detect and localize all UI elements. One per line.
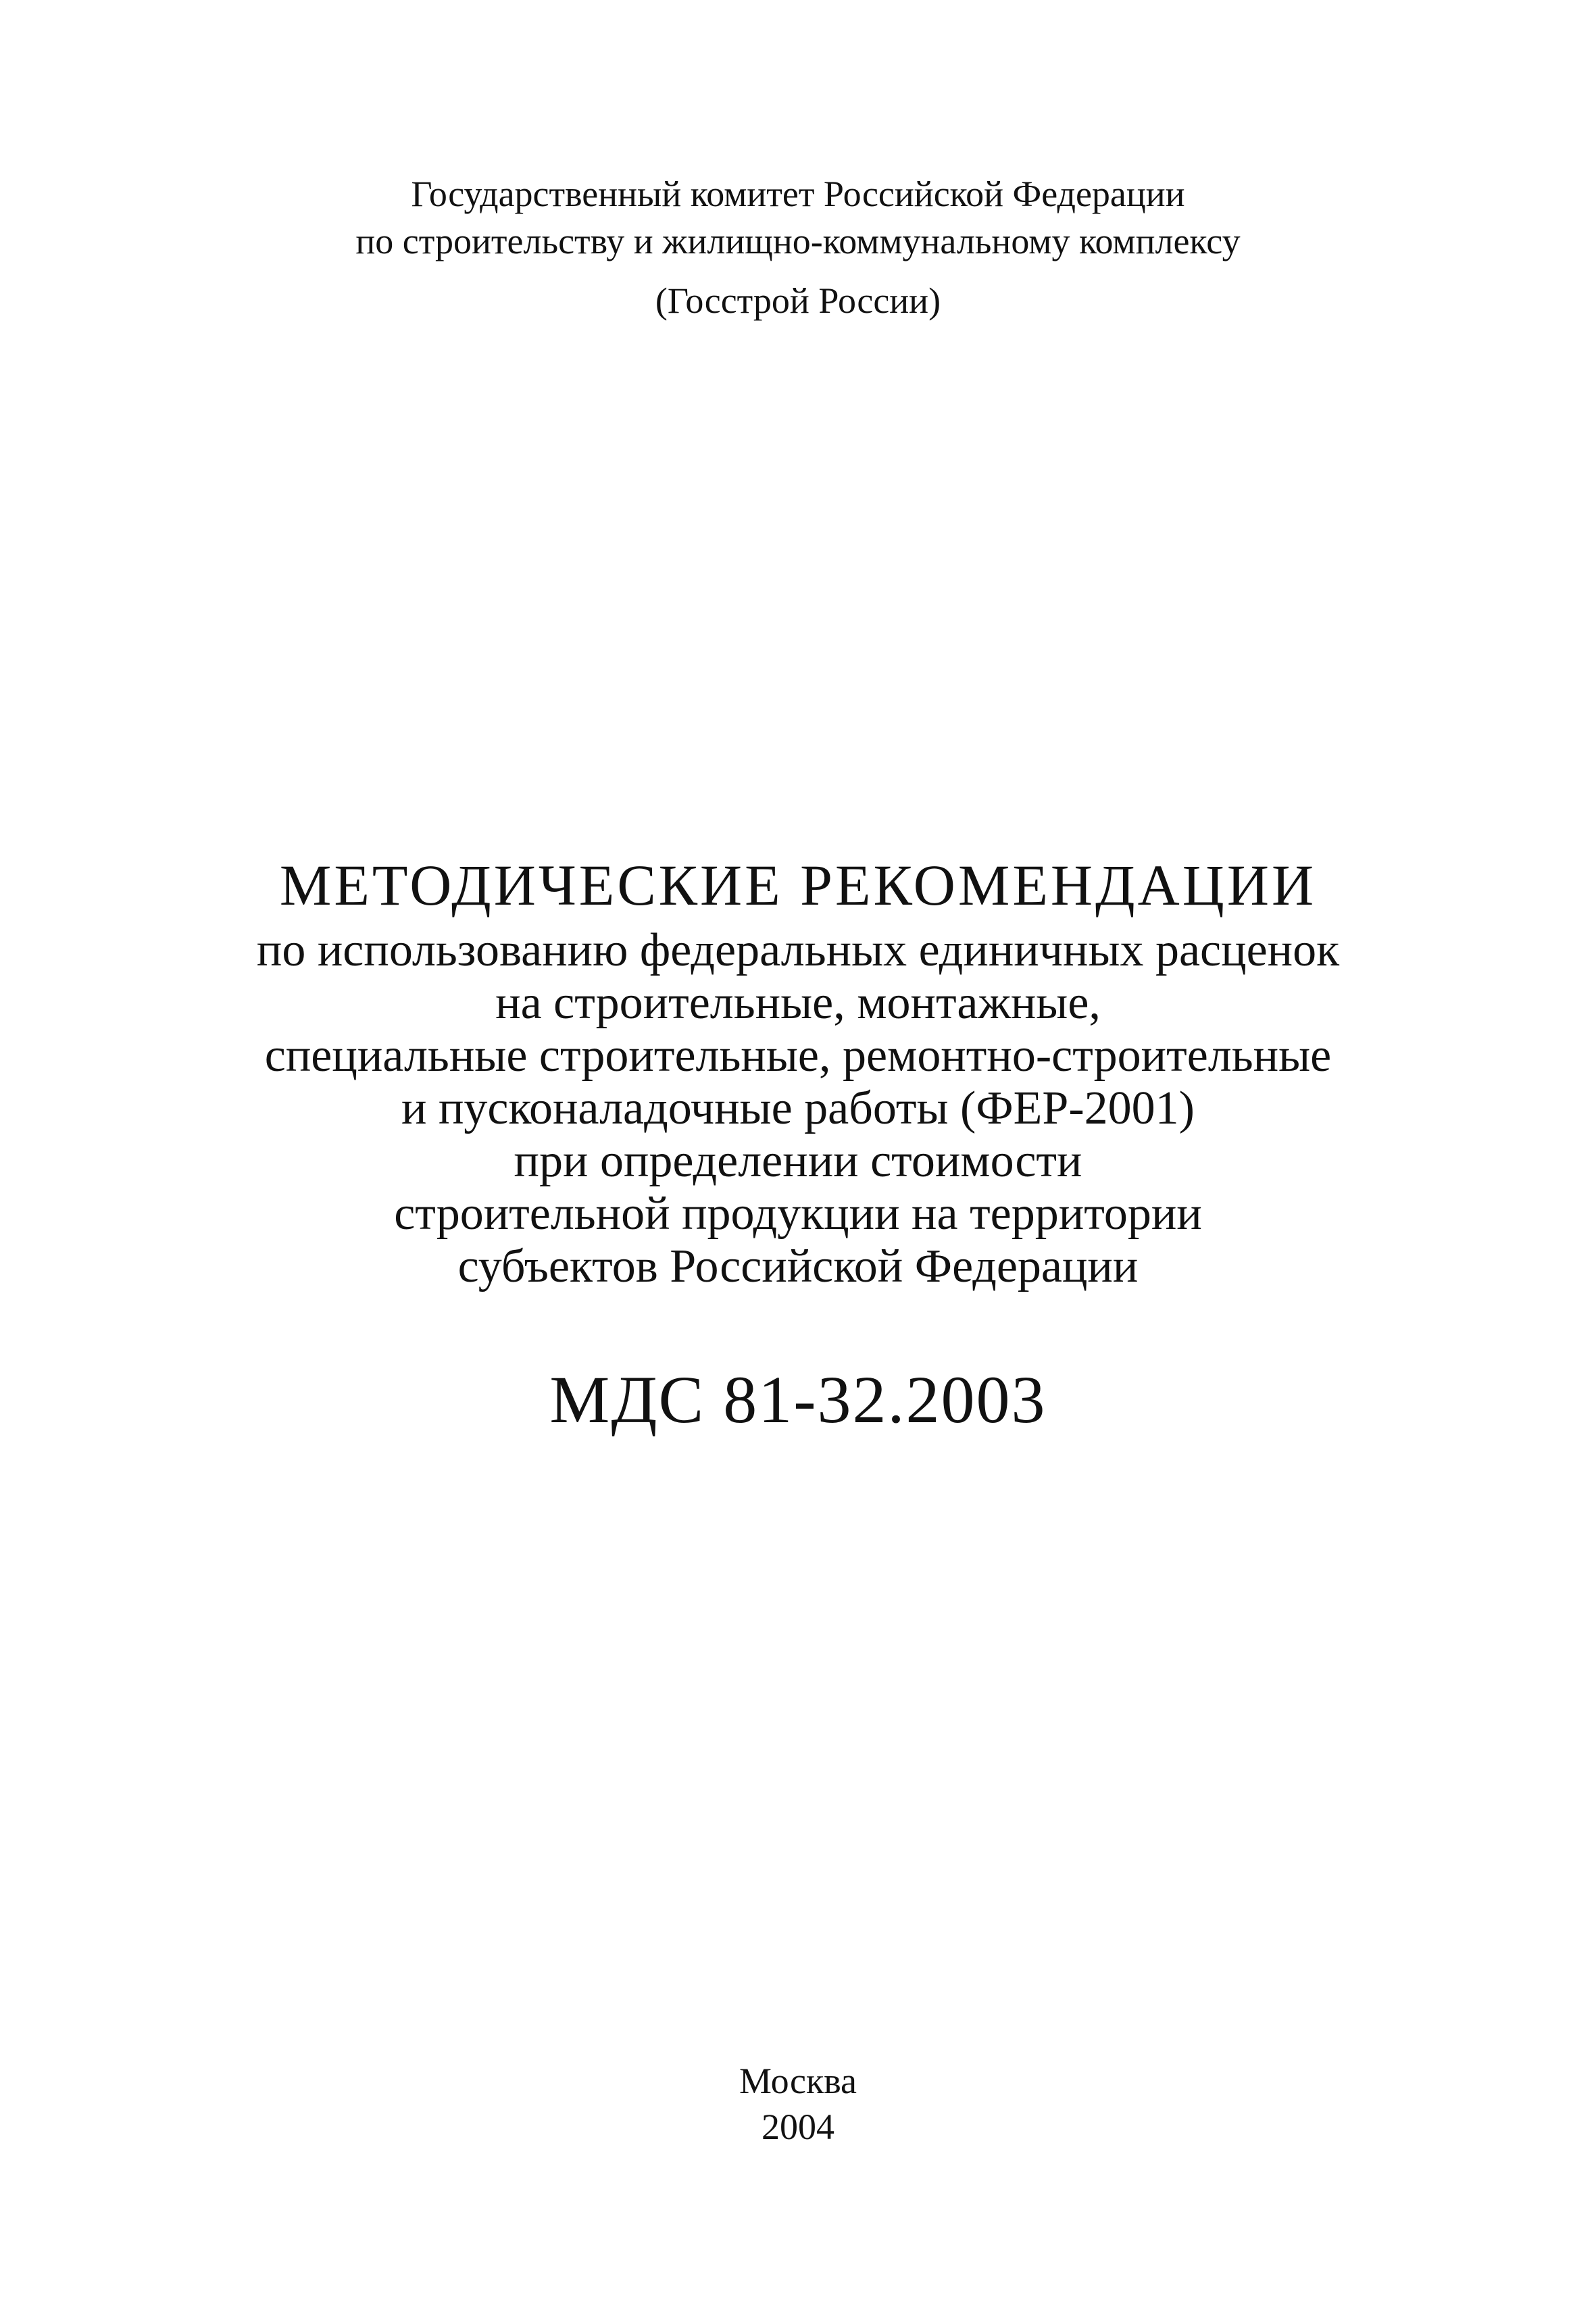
subtitle-line: и пусконаладочные работы (ФЕР-2001) [401, 1082, 1195, 1134]
document-title [0, 850, 1596, 920]
document-code [0, 1359, 1596, 1440]
document-code-text: МДС 81-32.2003 [549, 1362, 1047, 1437]
subtitle-line: специальные строительные, ремонтно-строительные [264, 1030, 1332, 1082]
title-main: МЕТОДИЧЕСКИЕ РЕКОМЕНДАЦИИ [279, 853, 1317, 917]
subtitle-line: при определении стоимости [514, 1135, 1082, 1187]
imprint [0, 2058, 1596, 2150]
subtitle-line: субъектов Российской Федерации [457, 1240, 1139, 1292]
authority-line-2: по строительству и жилищно-коммунальному комплексу [355, 221, 1241, 261]
subtitle-line: на строительные, монтажные, [495, 977, 1101, 1029]
imprint-year: 2004 [762, 2107, 834, 2147]
authority-short-name: (Госстрой России) [655, 280, 941, 321]
subtitle-line: по использованию федеральных единичных расценок [256, 924, 1340, 976]
imprint-city: Москва [739, 2061, 857, 2101]
subtitle-line: строительной продукции на территории [394, 1188, 1202, 1240]
authority-line-1: Государственный комитет Российской Федерации [411, 174, 1185, 214]
issuing-authority [0, 170, 1596, 324]
document-subtitle [0, 924, 1596, 1293]
